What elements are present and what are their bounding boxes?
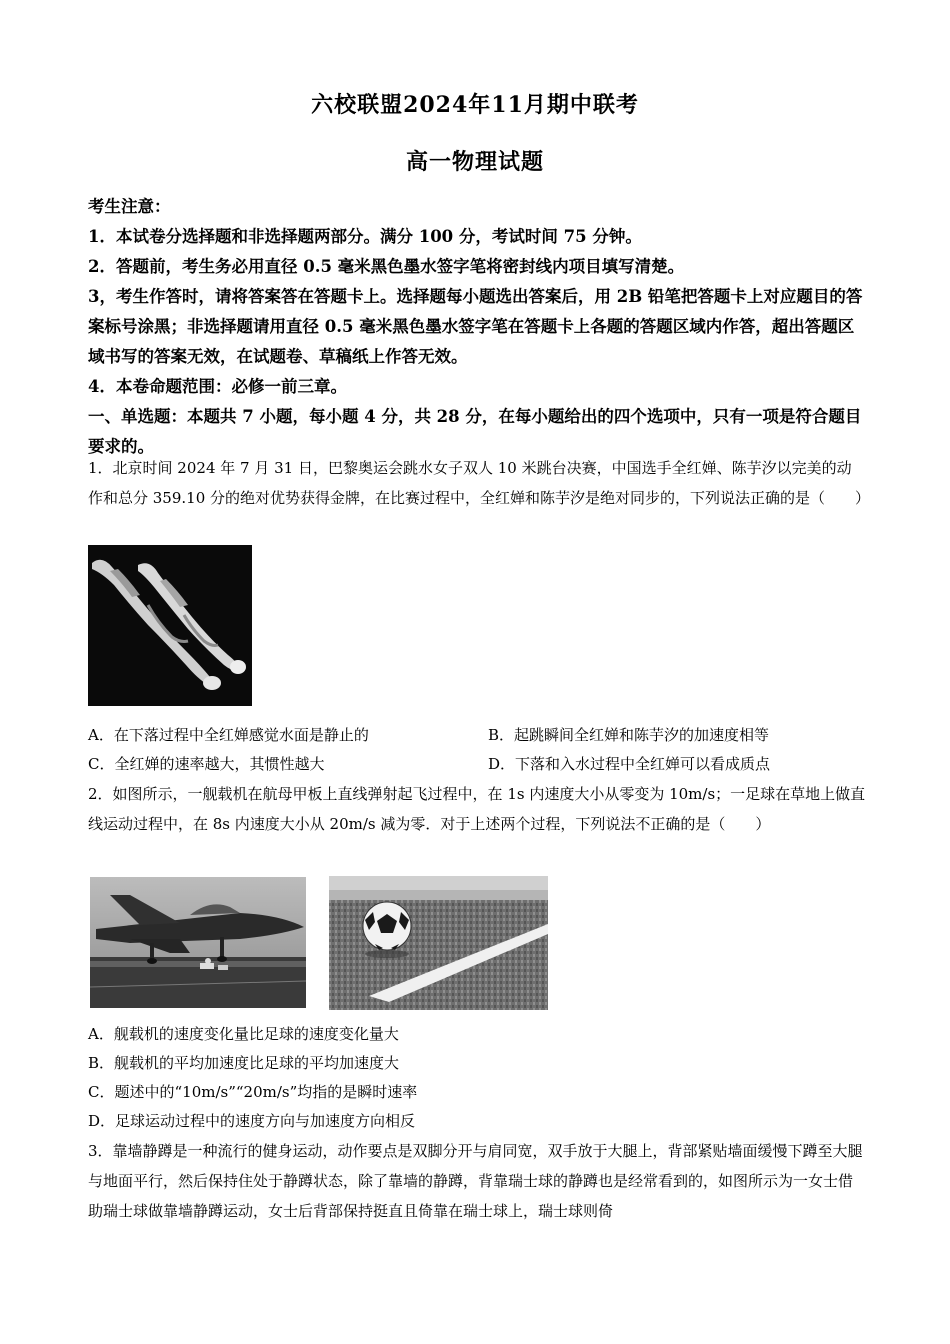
soccer-ball-photo: [329, 876, 548, 1010]
question-2-options: [88, 1020, 866, 1136]
question-2-stem: 2．如图所示，一舰载机在航母甲板上直线弹射起飞过程中，在 1s 内速度大小从零变为 10m/s；一足球在草地上做直线运动过程中，在 8s 内速度大小从 20m/s 减为零．对于上述两个过程，下列说法不正确的是（ ）: [88, 785, 866, 833]
question-3: [88, 1136, 866, 1226]
question-1: [88, 453, 871, 513]
question-1-options-row-1: [88, 720, 866, 750]
notice-item-4: 4．本卷命题范围：必修一前三章。: [88, 377, 347, 396]
diving-photo: [88, 545, 252, 706]
exam-title: 六校联盟2024年11月期中联考: [311, 92, 639, 118]
question-2-option-d[interactable]: D．足球运动过程中的速度方向与加速度方向相反: [88, 1112, 416, 1130]
notice-heading: 考生注意：: [88, 197, 171, 216]
exam-subtitle: 高一物理试题: [405, 149, 544, 175]
question-2-option-b[interactable]: B．舰载机的平均加速度比足球的平均加速度大: [88, 1054, 400, 1072]
notice-block: [88, 192, 866, 462]
notice-item-3: 3，考生作答时，请将答案答在答题卡上。选择题每小题选出答案后，用 2B 铅笔把答题卡上对应题目的答案标号涂黑；非选择题请用直径 0.5 毫米黑色墨水签字笔在答题卡上各题的答题区域内作答，超出答题区域书写的答案无效，在试题卷、草稿纸上作答无效。: [88, 287, 863, 366]
question-1-options-row-2: [88, 749, 866, 779]
question-3-stem: 3．靠墙静蹲是一种流行的健身运动，动作要点是双脚分开与肩同宽，双手放于大腿上，背部紧贴墙面缓慢下蹲至大腿与地面平行，然后保持住处于静蹲状态，除了靠墙的静蹲，背靠瑞士球的静蹲也是经常看到的，如图所示为一女士借助瑞士球做靠墙静蹲运动，女士后背部保持挺直且倚靠在瑞士球上，瑞士球则倚: [88, 1142, 863, 1220]
question-2-option-a[interactable]: A．舰载机的速度变化量比足球的速度变化量大: [88, 1025, 399, 1043]
question-2: [88, 779, 866, 839]
question-1-stem: 1．北京时间 2024 年 7 月 31 日，巴黎奥运会跳水女子双人 10 米跳台决赛，中国选手全红婵、陈芋汐以完美的动作和总分 359.10 分的绝对优势获得金牌，在比赛过程中，全红婵和陈芋汐是绝对同步的，下列说法正确的是（ ）: [88, 459, 871, 507]
section-heading: 一、单选题：本题共 7 小题，每小题 4 分，共 28 分，在每小题给出的四个选项中，只有一项是符合题目要求的。: [88, 407, 862, 456]
notice-item-1: 1．本试卷分选择题和非选择题两部分。满分 100 分，考试时间 75 分钟。: [88, 227, 642, 246]
question-1-option-d[interactable]: D．下落和入水过程中全红婵可以看成质点: [488, 755, 771, 773]
question-2-option-c[interactable]: C．题述中的“10m/s”“20m/s”均指的是瞬时速率: [88, 1083, 418, 1101]
question-1-option-b[interactable]: B．起跳瞬间全红婵和陈芋汐的加速度相等: [488, 726, 770, 744]
question-1-option-c[interactable]: C．全红婵的速率越大，其惯性越大: [88, 755, 325, 773]
question-1-option-a[interactable]: A．在下落过程中全红婵感觉水面是静止的: [88, 726, 369, 744]
notice-item-2: 2．答题前，考生务必用直径 0.5 毫米黑色墨水签字笔将密封线内项目填写清楚。: [88, 257, 685, 276]
jet-photo: [90, 877, 306, 1008]
